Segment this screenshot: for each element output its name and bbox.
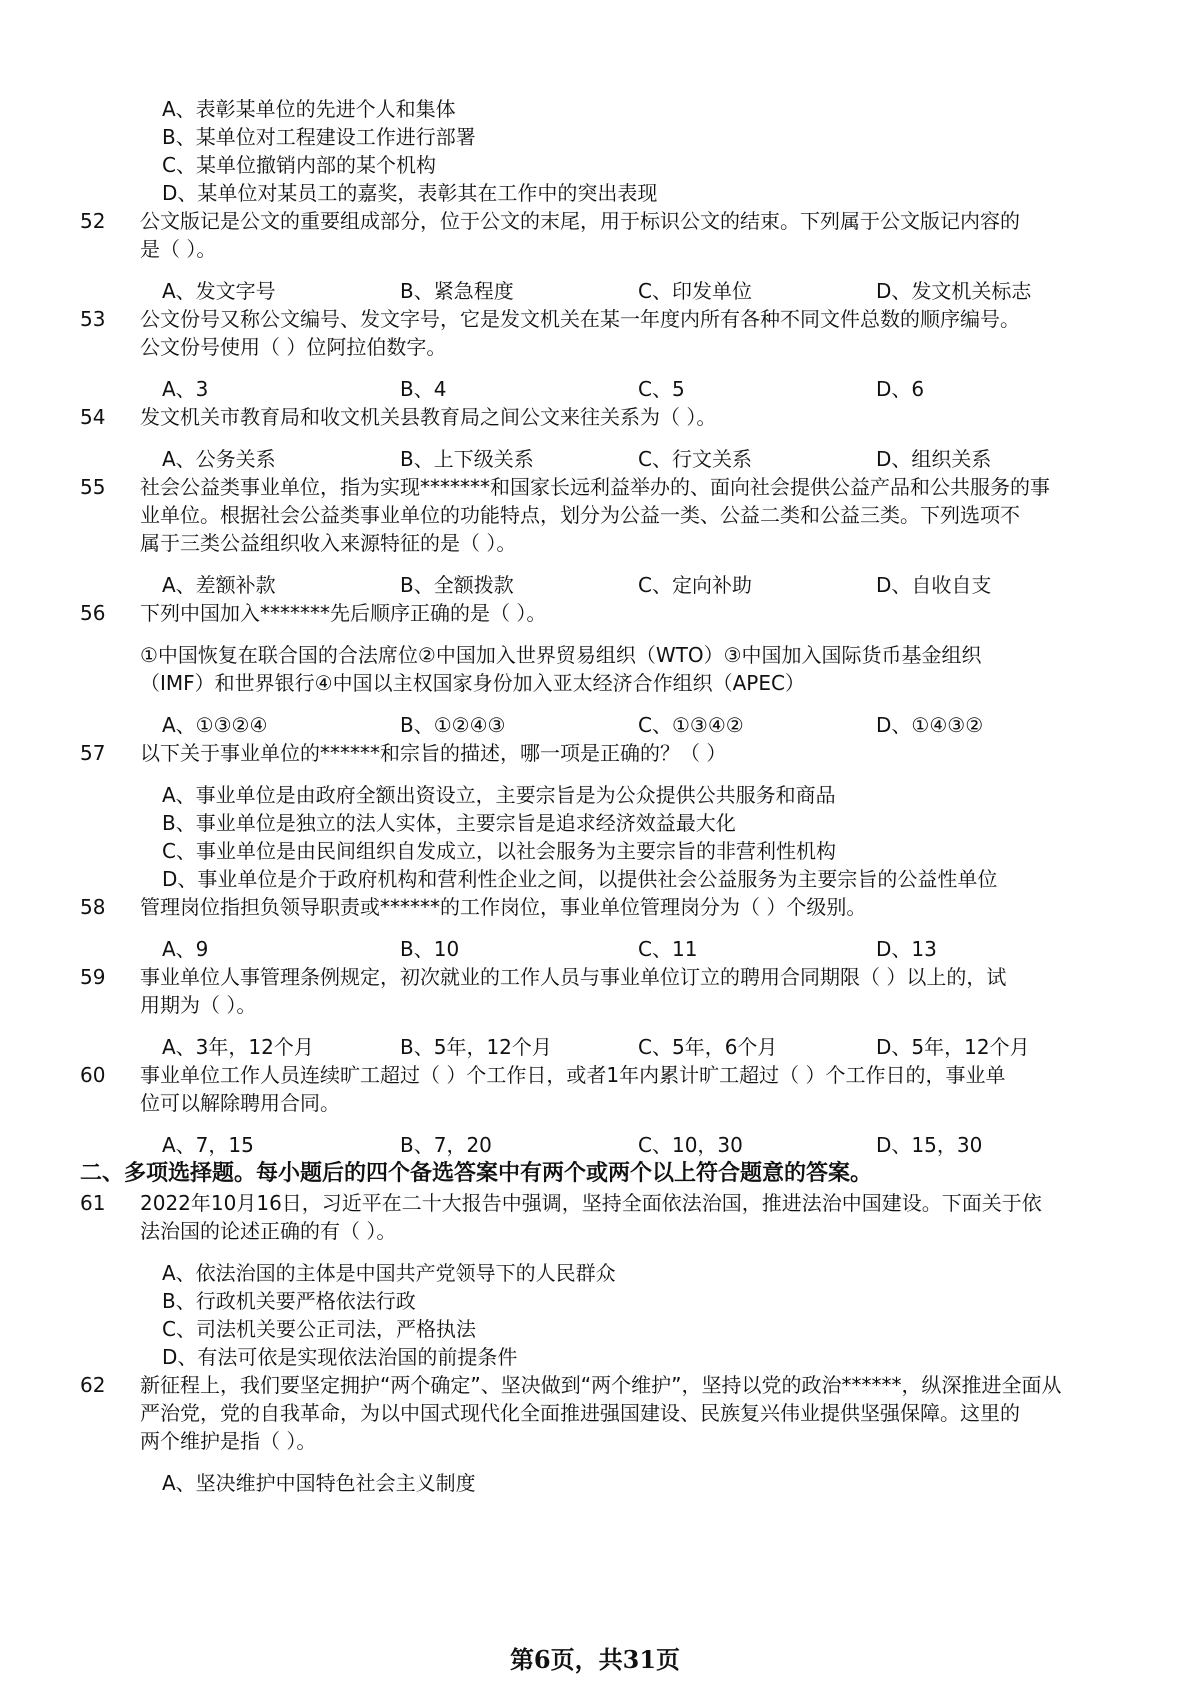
option-b: B、行政机关要严格依法行政 — [162, 1289, 416, 1313]
option-d: D、15，30 — [876, 1133, 983, 1157]
question-number: 57 — [80, 741, 106, 765]
option-a: A、坚决维护中国特色社会主义制度 — [162, 1471, 476, 1495]
option-b: B、10 — [400, 937, 460, 961]
option-line: D、某单位对某员工的嘉奖，表彰其在工作中的突出表现 — [162, 181, 658, 205]
question-text: 业单位。根据社会公益类事业单位的功能特点，划分为公益一类、公益二类和公益三类。下列选项不 — [140, 503, 1020, 527]
option-a: A、7，15 — [162, 1133, 254, 1157]
option-c: C、10，30 — [638, 1133, 743, 1157]
option-a: A、事业单位是由政府全额出资设立，主要宗旨是为公众提供公共服务和商品 — [162, 783, 836, 807]
question-text: 属于三类公益组织收入来源特征的是（ ）。 — [140, 531, 517, 555]
question-number: 62 — [80, 1373, 106, 1397]
question-text: 两个维护是指（ ）。 — [140, 1429, 317, 1453]
question-number: 55 — [80, 475, 106, 499]
option-line: B、某单位对工程建设工作进行部署 — [162, 125, 476, 149]
option-b: B、全额拨款 — [400, 573, 514, 597]
option-c: C、印发单位 — [638, 279, 752, 303]
question-text: 法治国的论述正确的有（ ）。 — [140, 1219, 397, 1243]
option-c: C、定向补助 — [638, 573, 752, 597]
option-d: D、事业单位是介于政府机构和营利性企业之间，以提供社会公益服务为主要宗旨的公益性单位 — [162, 867, 998, 891]
option-b: B、4 — [400, 377, 447, 401]
option-d: D、13 — [876, 937, 937, 961]
question-subtext: ①中国恢复在联合国的合法席位②中国加入世界贸易组织（WTO）③中国加入国际货币基金组织 — [140, 643, 982, 667]
option-line: A、表彰某单位的先进个人和集体 — [162, 97, 456, 121]
option-d: D、自收自支 — [876, 573, 992, 597]
option-a: A、差额补款 — [162, 573, 276, 597]
question-number: 56 — [80, 601, 106, 625]
option-a: A、发文字号 — [162, 279, 276, 303]
option-b: B、紧急程度 — [400, 279, 514, 303]
option-a: A、9 — [162, 937, 209, 961]
question-text: 事业单位工作人员连续旷工超过（ ）个工作日，或者1年内累计旷工超过（ ）个工作日的，事业单 — [140, 1063, 1006, 1087]
question-number: 60 — [80, 1063, 106, 1087]
question-text: 新征程上，我们要坚定拥护“两个确定”、坚决做到“两个维护”，坚持以党的政治******，纵深推进全面从 — [140, 1373, 1062, 1397]
question-number: 61 — [80, 1191, 106, 1215]
question-text: 是（ ）。 — [140, 237, 217, 261]
option-d: D、组织关系 — [876, 447, 992, 471]
option-line: C、某单位撤销内部的某个机构 — [162, 153, 436, 177]
option-d: D、发文机关标志 — [876, 279, 1032, 303]
option-c: C、①③④② — [638, 713, 744, 737]
option-d: D、6 — [876, 377, 925, 401]
question-number: 54 — [80, 405, 106, 429]
option-c: C、行文关系 — [638, 447, 752, 471]
question-text: 严治党，党的自我革命，为以中国式现代化全面推进强国建设、民族复兴伟业提供坚强保障。这里的 — [140, 1401, 1020, 1425]
page-footer: 第6页，共31页 — [509, 1645, 681, 1674]
option-c: C、司法机关要公正司法，严格执法 — [162, 1317, 476, 1341]
question-text: 下列中国加入*******先后顺序正确的是（ ）。 — [140, 601, 547, 625]
option-a: A、①③②④ — [162, 713, 268, 737]
option-a: A、3年，12个月 — [162, 1035, 314, 1059]
option-c: C、事业单位是由民间组织自发成立，以社会服务为主要宗旨的非营利性机构 — [162, 839, 836, 863]
question-text: 公文份号又称公文编号、发文字号，它是发文机关在某一年度内所有各种不同文件总数的顺序编号。 — [140, 307, 1020, 331]
question-number: 58 — [80, 895, 106, 919]
option-a: A、3 — [162, 377, 209, 401]
section-heading: 二、多项选择题。每小题后的四个备选答案中有两个或两个以上符合题意的答案。 — [80, 1161, 873, 1186]
question-text: 发文机关市教育局和收文机关县教育局之间公文来往关系为（ ）。 — [140, 405, 717, 429]
option-c: C、5 — [638, 377, 685, 401]
question-number: 59 — [80, 965, 106, 989]
option-b: B、5年，12个月 — [400, 1035, 552, 1059]
option-b: B、上下级关系 — [400, 447, 534, 471]
question-number: 53 — [80, 307, 106, 331]
question-number: 52 — [80, 209, 106, 233]
option-b: B、7，20 — [400, 1133, 492, 1157]
option-d: D、①④③② — [876, 713, 984, 737]
option-d: D、有法可依是实现依法治国的前提条件 — [162, 1345, 518, 1369]
question-text: 用期为（ ）。 — [140, 993, 257, 1017]
option-d: D、5年，12个月 — [876, 1035, 1030, 1059]
option-b: B、事业单位是独立的法人实体，主要宗旨是追求经济效益最大化 — [162, 811, 736, 835]
question-text: 2022年10月16日，习近平在二十大报告中强调，坚持全面依法治国，推进法治中国建设。下面关于依 — [140, 1191, 1042, 1215]
question-text: 管理岗位指担负领导职责或******的工作岗位，事业单位管理岗分为（ ）个级别。 — [140, 895, 867, 919]
option-a: A、公务关系 — [162, 447, 276, 471]
option-a: A、依法治国的主体是中国共产党领导下的人民群众 — [162, 1261, 616, 1285]
question-text: 公文份号使用（ ）位阿拉伯数字。 — [140, 335, 447, 359]
option-c: C、5年，6个月 — [638, 1035, 778, 1059]
question-text: 以下关于事业单位的******和宗旨的描述，哪一项是正确的？（ ） — [140, 741, 727, 765]
question-text: 公文版记是公文的重要组成部分，位于公文的末尾，用于标识公文的结束。下列属于公文版记内容的 — [140, 209, 1020, 233]
question-text: 社会公益类事业单位，指为实现*******和国家长远利益举办的、面向社会提供公益产品和公共服务的事 — [140, 475, 1050, 499]
option-b: B、①②④③ — [400, 713, 506, 737]
question-subtext: （IMF）和世界银行④中国以主权国家身份加入亚太经济合作组织（APEC） — [140, 671, 805, 695]
question-text: 位可以解除聘用合同。 — [140, 1091, 340, 1115]
question-text: 事业单位人事管理条例规定，初次就业的工作人员与事业单位订立的聘用合同期限（ ）以上的，试 — [140, 965, 1007, 989]
option-c: C、11 — [638, 937, 698, 961]
